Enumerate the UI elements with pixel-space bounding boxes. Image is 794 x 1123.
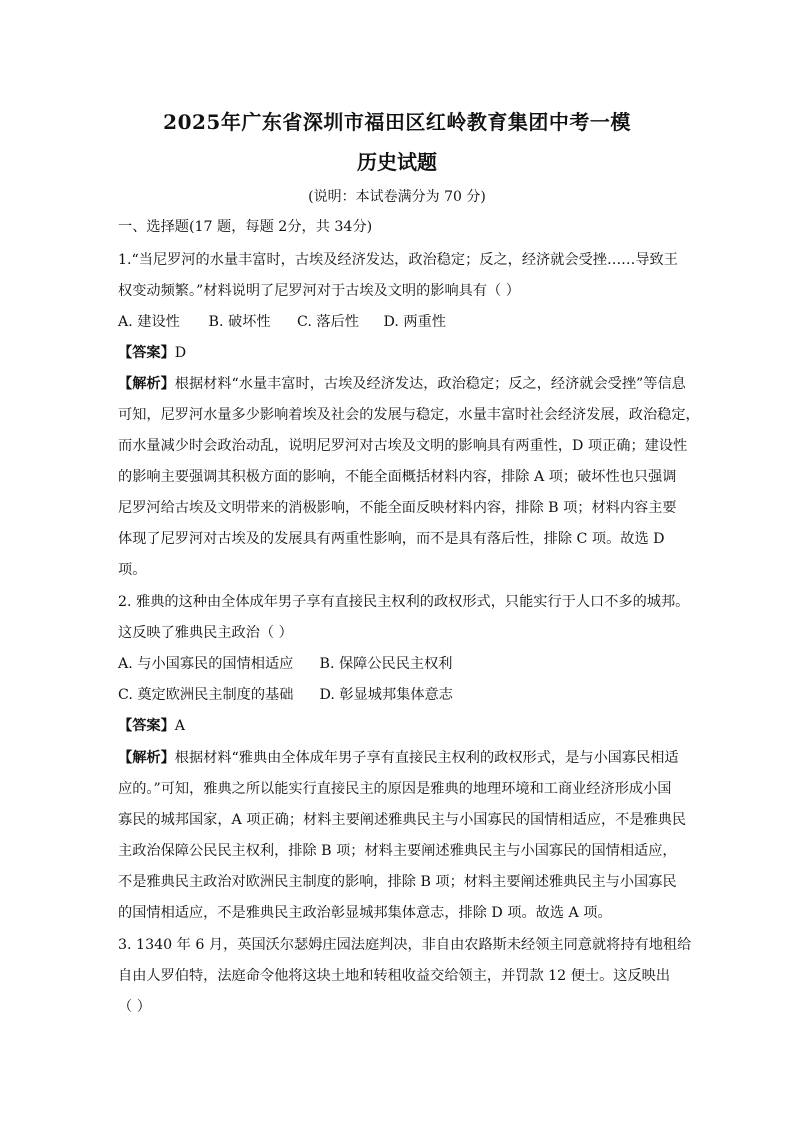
q2-analysis-line-2: 应的。”可知，雅典之所以能实行直接民主的原因是雅典的地理环境和工商业经济形成小国	[118, 781, 672, 797]
q3-stem-line-2: 自由人罗伯特，法庭命令他将这块土地和转租收益交给领主，并罚款 12 便士。这反映出	[118, 968, 671, 984]
q1-analysis-line-6: 体现了尼罗河对古埃及的发展具有两重性影响，而不是具有落后性，排除 C 项。故选 D	[118, 531, 665, 547]
q1-option-b: B. 破坏性	[208, 314, 271, 330]
q2-option-d: D. 彰显城邦集体意志	[319, 687, 453, 703]
q1-answer-tag: 【答案】	[118, 345, 175, 361]
q2-answer-tag: 【答案】	[118, 718, 175, 734]
q2-analysis-line-1	[118, 748, 679, 768]
q2-options-row-1	[118, 654, 452, 674]
q2-analysis-line-3: 寡民的城邦国家，A 项正确；材料主要阐述雅典民主与小国寡民的国情相适应，不是雅典民	[118, 812, 687, 828]
q1-analysis-text-1: 根据材料“水量丰富时，古埃及经济发达，政治稳定；反之，经济就会受挫”等信息	[174, 376, 686, 392]
q2-analysis-line-4: 主政治保障公民民主权利，排除 B 项；材料主要阐述雅典民主与小国寡民的国情相适应，	[118, 843, 677, 859]
q1-analysis-line-7: 项。	[118, 562, 147, 578]
q2-analysis-text-1: 根据材料“雅典由全体成年男子享有直接民主权利的政权形式，是与小国寡民相适	[174, 750, 679, 766]
q1-analysis-tag: 【解析】	[118, 376, 175, 392]
q2-option-a: A. 与小国寡民的国情相适应	[118, 656, 294, 672]
q1-analysis-line-4: 的影响主要强调其积极方面的影响，不能全面概括材料内容，排除 A 项；破坏性也只强调	[118, 469, 677, 485]
q1-answer	[118, 343, 186, 363]
q1-analysis-line-5: 尼罗河给古埃及文明带来的消极影响，不能全面反映材料内容，排除 B 项；材料内容主要	[118, 500, 677, 516]
q2-analysis-tag: 【解析】	[118, 750, 175, 766]
q2-answer	[118, 716, 185, 736]
q1-option-c: C. 落后性	[297, 314, 359, 330]
q3-stem-line-1: 3. 1340 年 6 月，英国沃尔瑟姆庄园法庭判决，非自由农路斯未经领主同意就将持有地租给	[118, 937, 692, 953]
q2-answer-value: A	[174, 718, 186, 734]
q2-option-b: B. 保障公民民主权利	[319, 656, 453, 672]
page-title: 2025年广东省深圳市福田区红岭教育集团中考一模	[163, 110, 631, 134]
q2-option-c: C. 奠定欧洲民主制度的基础	[118, 687, 294, 703]
q2-analysis-line-5: 不是雅典民主政治对欧洲民主制度的影响，排除 B 项；材料主要阐述雅典民主与小国寡民	[118, 874, 677, 890]
q1-option-a: A. 建设性	[118, 314, 180, 330]
q2-analysis-line-6: 的国情相适应，不是雅典民主政治彰显城邦集体意志，排除 D 项。故选 A 项。	[118, 905, 612, 921]
q1-analysis-line-1	[118, 374, 686, 394]
q1-analysis-line-2: 可知，尼罗河水量多少影响着埃及社会的发展与稳定，水量丰富时社会经济发展，政治稳定，	[118, 407, 700, 423]
q1-stem-line-1: 1.“当尼罗河的水量丰富时，古埃及经济发达，政治稳定；反之，经济就会受挫……导致王	[118, 252, 678, 268]
q1-answer-value: D	[174, 345, 187, 361]
page-subtitle: 历史试题	[357, 150, 437, 174]
q3-stem-line-3: （ ）	[118, 999, 151, 1015]
q2-options-row-2	[118, 685, 453, 705]
exam-note: (说明：本试卷满分为 70 分)	[308, 189, 486, 205]
section-heading: 一、选择题(17 题，每题 2分，共 34分)	[118, 219, 373, 235]
q1-stem-line-2: 权变动频繁。”材料说明了尼罗河对于古埃及文明的影响具有（ ）	[118, 283, 520, 299]
q1-option-d: D. 两重性	[383, 314, 446, 330]
q2-stem-line-2: 这反映了雅典民主政治（ ）	[118, 625, 293, 641]
q1-options	[118, 312, 446, 332]
q1-analysis-line-3: 而水量减少时会政治动乱，说明尼罗河对古埃及文明的影响具有两重性，D 项正确；建设性	[118, 438, 688, 454]
q2-stem-line-1: 2. 雅典的这种由全体成年男子享有直接民主权利的政权形式，只能实行于人口不多的城邦。	[118, 594, 690, 610]
